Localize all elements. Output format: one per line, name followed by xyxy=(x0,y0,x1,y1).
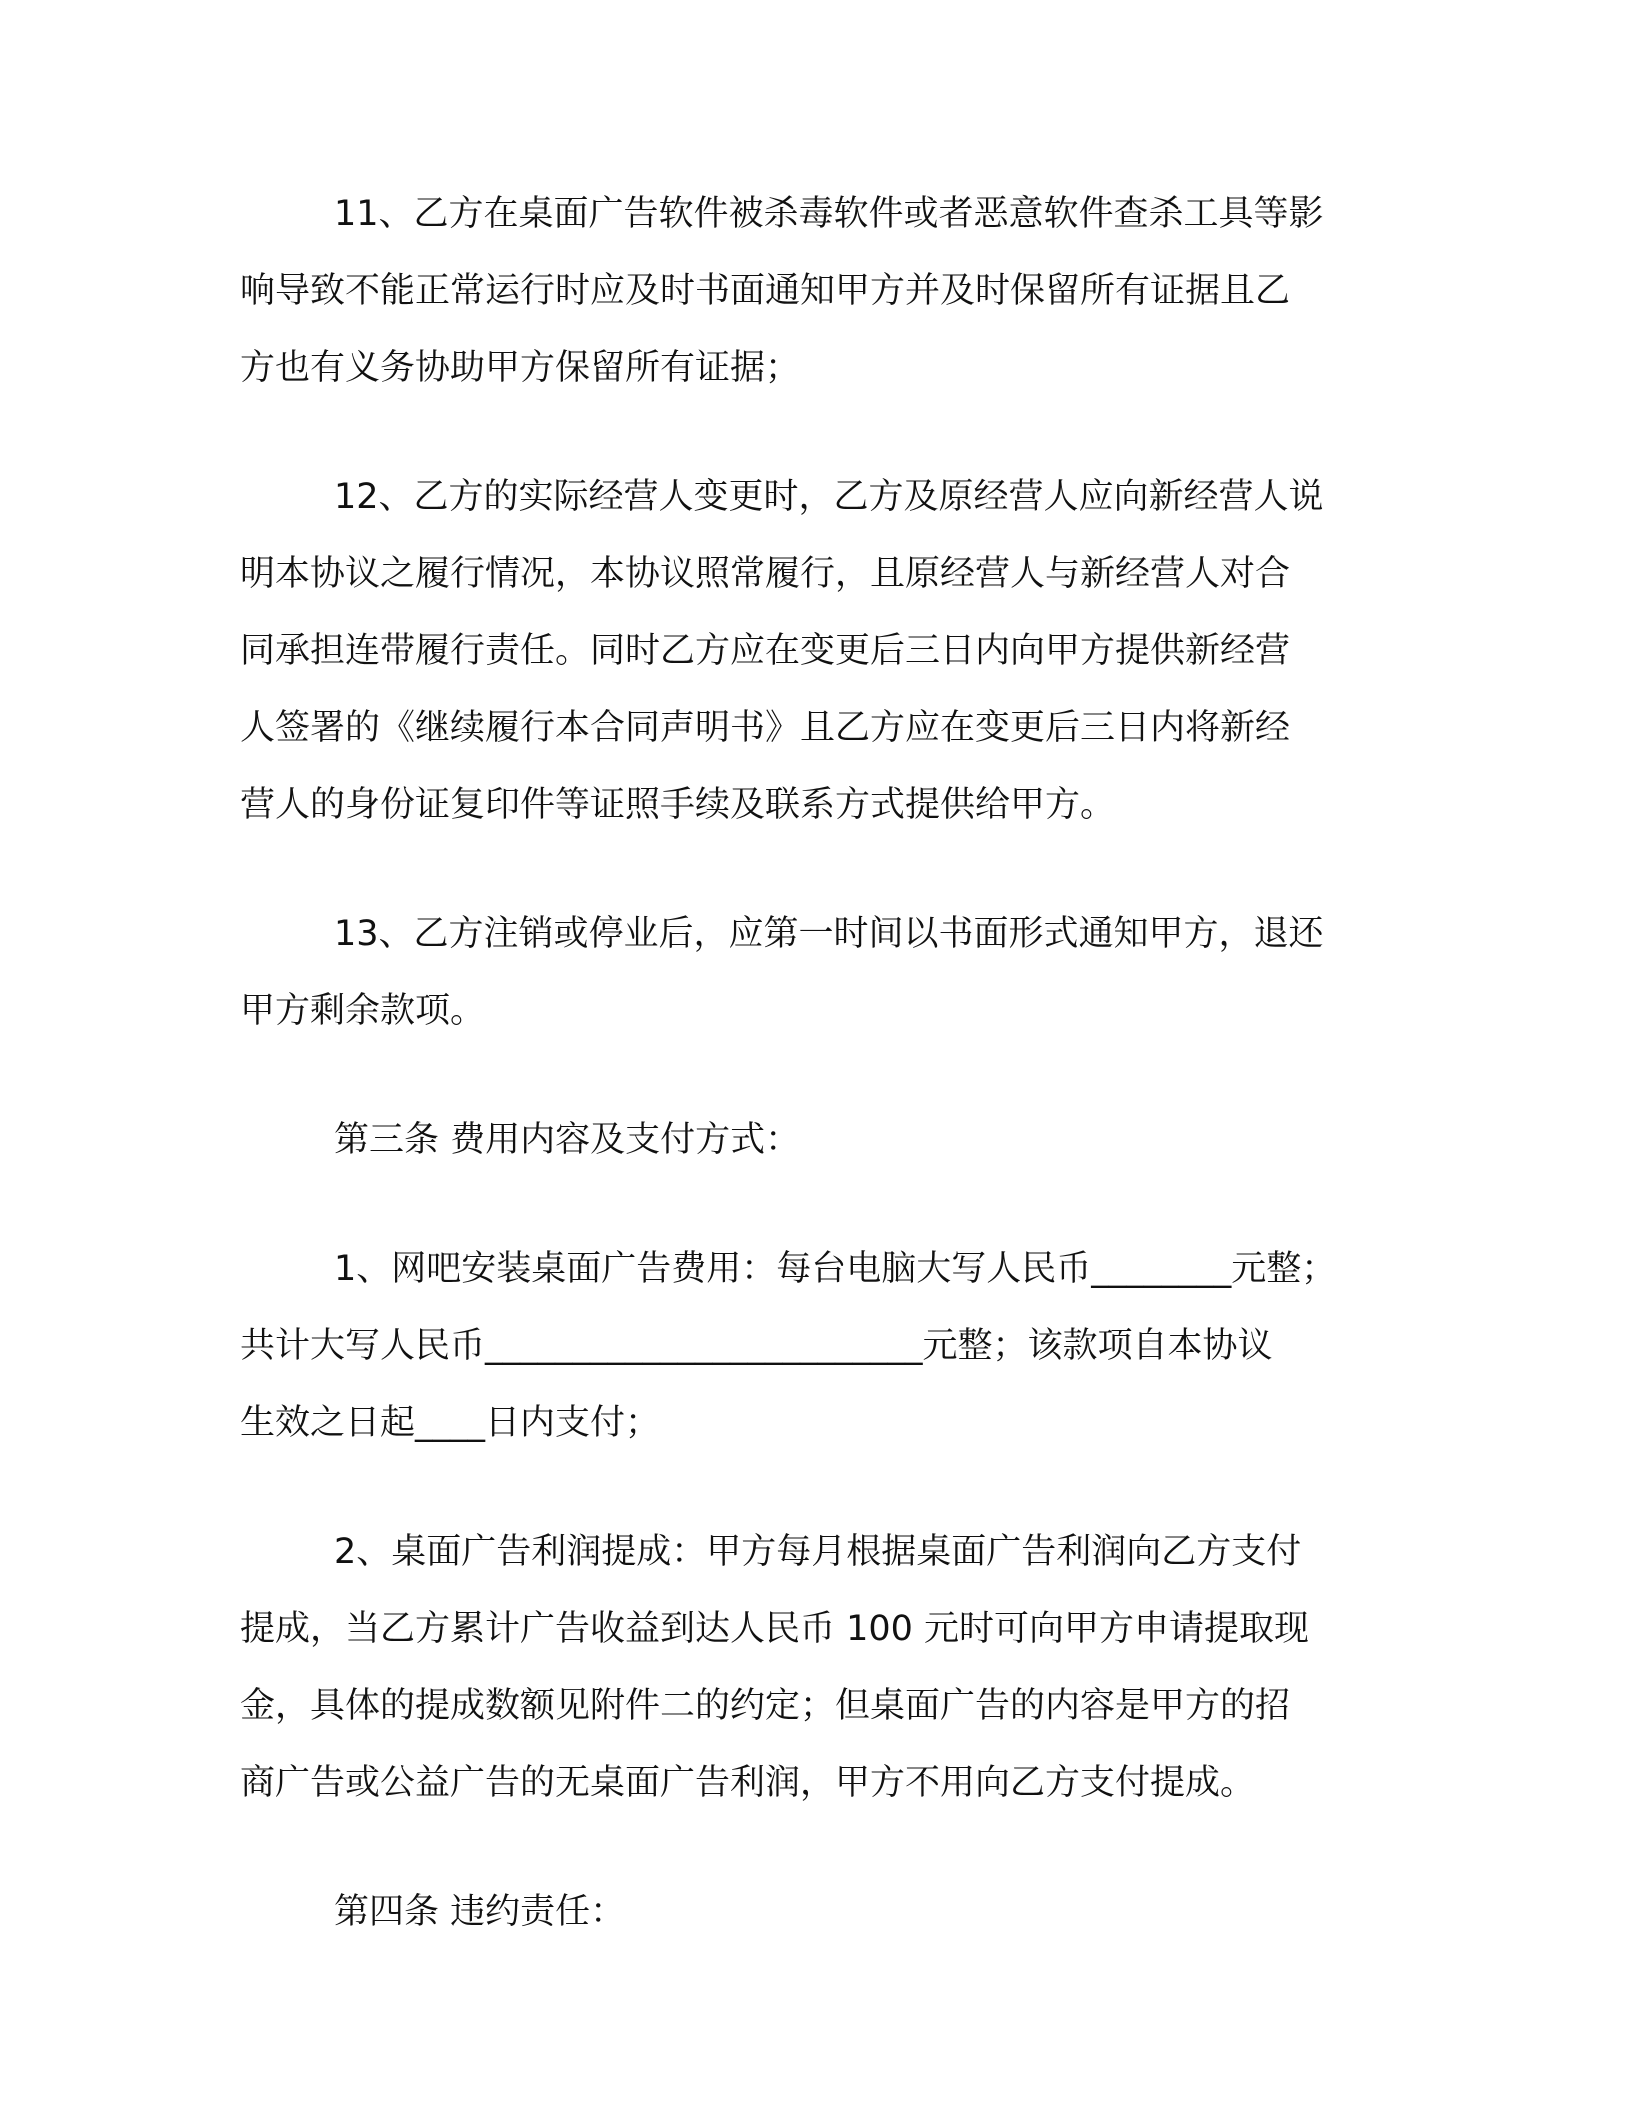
clause-13-paragraph xyxy=(240,896,1390,1050)
text-line: 人签署的《继续履行本合同声明书》且乙方应在变更后三日内将新经 xyxy=(240,708,1291,748)
text-line: 生效之日起____日内支付； xyxy=(240,1403,661,1443)
text-line: 13、乙方注销或停业后，应第一时间以书面形式通知甲方，退还 xyxy=(334,914,1324,954)
text-line: 2、桌面广告利润提成：甲方每月根据桌面广告利润向乙方支付 xyxy=(334,1532,1302,1572)
text-line: 同承担连带履行责任。同时乙方应在变更后三日内向甲方提供新经营 xyxy=(240,631,1291,671)
heading-text: 第三条 费用内容及支付方式： xyxy=(334,1120,801,1160)
text-line: 营人的身份证复印件等证照手续及联系方式提供给甲方。 xyxy=(240,785,1116,825)
clause-11-paragraph xyxy=(240,176,1390,407)
text-line: 提成，当乙方累计广告收益到达人民币 100 元时可向甲方申请提取现 xyxy=(240,1609,1310,1649)
text-line: 商广告或公益广告的无桌面广告利润，甲方不用向乙方支付提成。 xyxy=(240,1763,1256,1803)
fee-2-paragraph xyxy=(240,1514,1390,1822)
clause-12-paragraph xyxy=(240,459,1390,844)
text-line: 明本协议之履行情况，本协议照常履行，且原经营人与新经营人对合 xyxy=(240,554,1291,594)
text-line: 共计大写人民币_________________________元整；该款项自本协议 xyxy=(240,1326,1273,1366)
text-line: 1、网吧安装桌面广告费用：每台电脑大写人民币________元整； xyxy=(334,1249,1337,1289)
fee-1-paragraph xyxy=(240,1231,1390,1462)
text-line: 12、乙方的实际经营人变更时，乙方及原经营人应向新经营人说 xyxy=(334,477,1324,517)
text-line: 甲方剩余款项。 xyxy=(240,991,486,1031)
text-line: 金，具体的提成数额见附件二的约定；但桌面广告的内容是甲方的招 xyxy=(240,1686,1291,1726)
text-line: 响导致不能正常运行时应及时书面通知甲方并及时保留所有证据且乙 xyxy=(240,271,1291,311)
text-line: 11、乙方在桌面广告软件被杀毒软件或者恶意软件查杀工具等影 xyxy=(334,194,1324,234)
text-line: 方也有义务协助甲方保留所有证据； xyxy=(240,348,801,388)
article-4-heading xyxy=(240,1874,1390,1951)
document-page xyxy=(240,176,1390,2003)
heading-text: 第四条 违约责任： xyxy=(334,1892,626,1932)
article-3-heading xyxy=(240,1102,1390,1179)
